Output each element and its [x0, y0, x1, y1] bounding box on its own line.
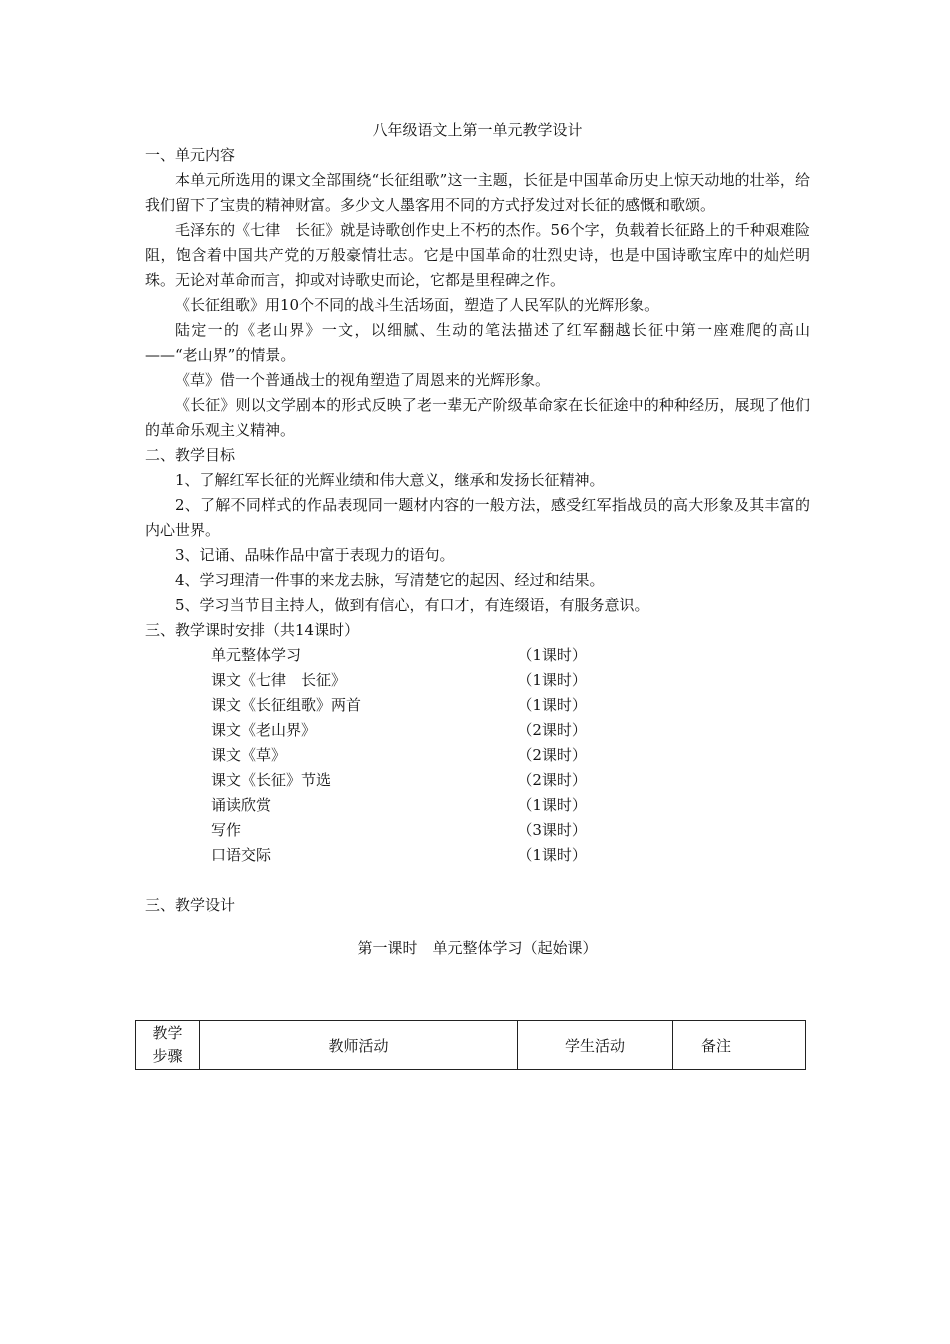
table-header-notes: 备注 [673, 1021, 806, 1070]
schedule-item-hours: （2课时） [517, 771, 587, 789]
goal-item: 3、记诵、品味作品中富于表现力的语句。 [175, 546, 455, 564]
section-heading-unit-content: 一、单元内容 [145, 146, 236, 164]
paragraph: 本单元所选用的课文全部围绕“长征组歌”这一主题，长征是中国革命历史上惊天动地的壮举，给我们留下了宝贵的精神财富。多少文人墨客用不同的方式抒发过对长征的感慨和歌颂。 [145, 171, 810, 214]
paragraph: 《长征》则以文学剧本的形式反映了老一辈无产阶级革命家在长征途中的种种经历，展现了他们的革命乐观主义精神。 [145, 396, 810, 439]
spacer [145, 868, 810, 893]
schedule-item-name: 课文《长征组歌》两首 [211, 696, 362, 714]
table-header-row [136, 1021, 806, 1070]
section-heading-teaching-goals: 二、教学目标 [145, 446, 236, 464]
schedule-row [211, 793, 611, 818]
schedule-row [211, 843, 611, 868]
table-header-steps-line: 步骤 [152, 1047, 183, 1065]
paragraph: 陆定一的《老山界》一文，以细腻、生动的笔法描述了红军翻越长征中第一座难爬的高山——“老山界”的情景。 [145, 321, 810, 364]
schedule-item-hours: （2课时） [517, 746, 587, 764]
lesson-title: 第一课时 单元整体学习（起始课） [357, 939, 598, 957]
table-header-steps-line: 教学 [152, 1024, 183, 1042]
section-heading-schedule: 三、教学课时安排（共14课时） [145, 621, 360, 639]
schedule-item-hours: （1课时） [517, 671, 587, 689]
schedule-row [211, 818, 611, 843]
schedule-item-name: 单元整体学习 [211, 646, 302, 664]
schedule-item-name: 口语交际 [211, 846, 272, 864]
schedule-item-hours: （1课时） [517, 846, 587, 864]
schedule-row [211, 718, 611, 743]
table-header-student: 学生活动 [518, 1021, 673, 1070]
table-header-teacher: 教师活动 [200, 1021, 518, 1070]
schedule-item-hours: （3课时） [517, 821, 587, 839]
schedule-list [211, 643, 611, 868]
schedule-item-name: 课文《长征》节选 [211, 771, 332, 789]
lesson-steps-table [135, 1020, 806, 1070]
schedule-item-name: 课文《老山界》 [211, 721, 317, 739]
document-title: 八年级语文上第一单元教学设计 [372, 121, 583, 139]
paragraph: 《草》借一个普通战士的视角塑造了周恩来的光辉形象。 [175, 371, 551, 389]
section-heading-teaching-design: 三、教学设计 [145, 896, 236, 914]
schedule-item-hours: （1课时） [517, 796, 587, 814]
schedule-item-name: 课文《草》 [211, 746, 287, 764]
schedule-item-hours: （1课时） [517, 696, 587, 714]
schedule-row [211, 768, 611, 793]
paragraph: 《长征组歌》用10个不同的战斗生活场面，塑造了人民军队的光辉形象。 [175, 296, 660, 314]
goal-item: 5、学习当节目主持人，做到有信心，有口才，有连缀语，有服务意识。 [175, 596, 650, 614]
table-header-steps [136, 1021, 200, 1070]
schedule-item-name: 诵读欣赏 [211, 796, 272, 814]
schedule-row [211, 693, 611, 718]
document-page [145, 118, 810, 961]
schedule-row [211, 668, 611, 693]
goal-item: 1、了解红军长征的光辉业绩和伟大意义，继承和发扬长征精神。 [175, 471, 605, 489]
schedule-row [211, 643, 611, 668]
schedule-item-hours: （1课时） [517, 646, 587, 664]
goal-item: 2、了解不同样式的作品表现同一题材内容的一般方法，感受红军指战员的高大形象及其丰富的内心世界。 [145, 496, 810, 539]
schedule-item-name: 课文《七律 长征》 [211, 671, 347, 689]
schedule-item-name: 写作 [211, 821, 242, 839]
schedule-item-hours: （2课时） [517, 721, 587, 739]
goal-item: 4、学习理清一件事的来龙去脉，写清楚它的起因、经过和结果。 [175, 571, 605, 589]
schedule-row [211, 743, 611, 768]
paragraph: 毛泽东的《七律 长征》就是诗歌创作史上不朽的杰作。56个字，负载着长征路上的千种艰难险阻，饱含着中国共产党的万般豪情壮志。它是中国革命的壮烈史诗，也是中国诗歌宝库中的灿烂明珠。无论对革命而言，抑或对诗歌史而论，它都是里程碑之作。 [145, 221, 810, 289]
